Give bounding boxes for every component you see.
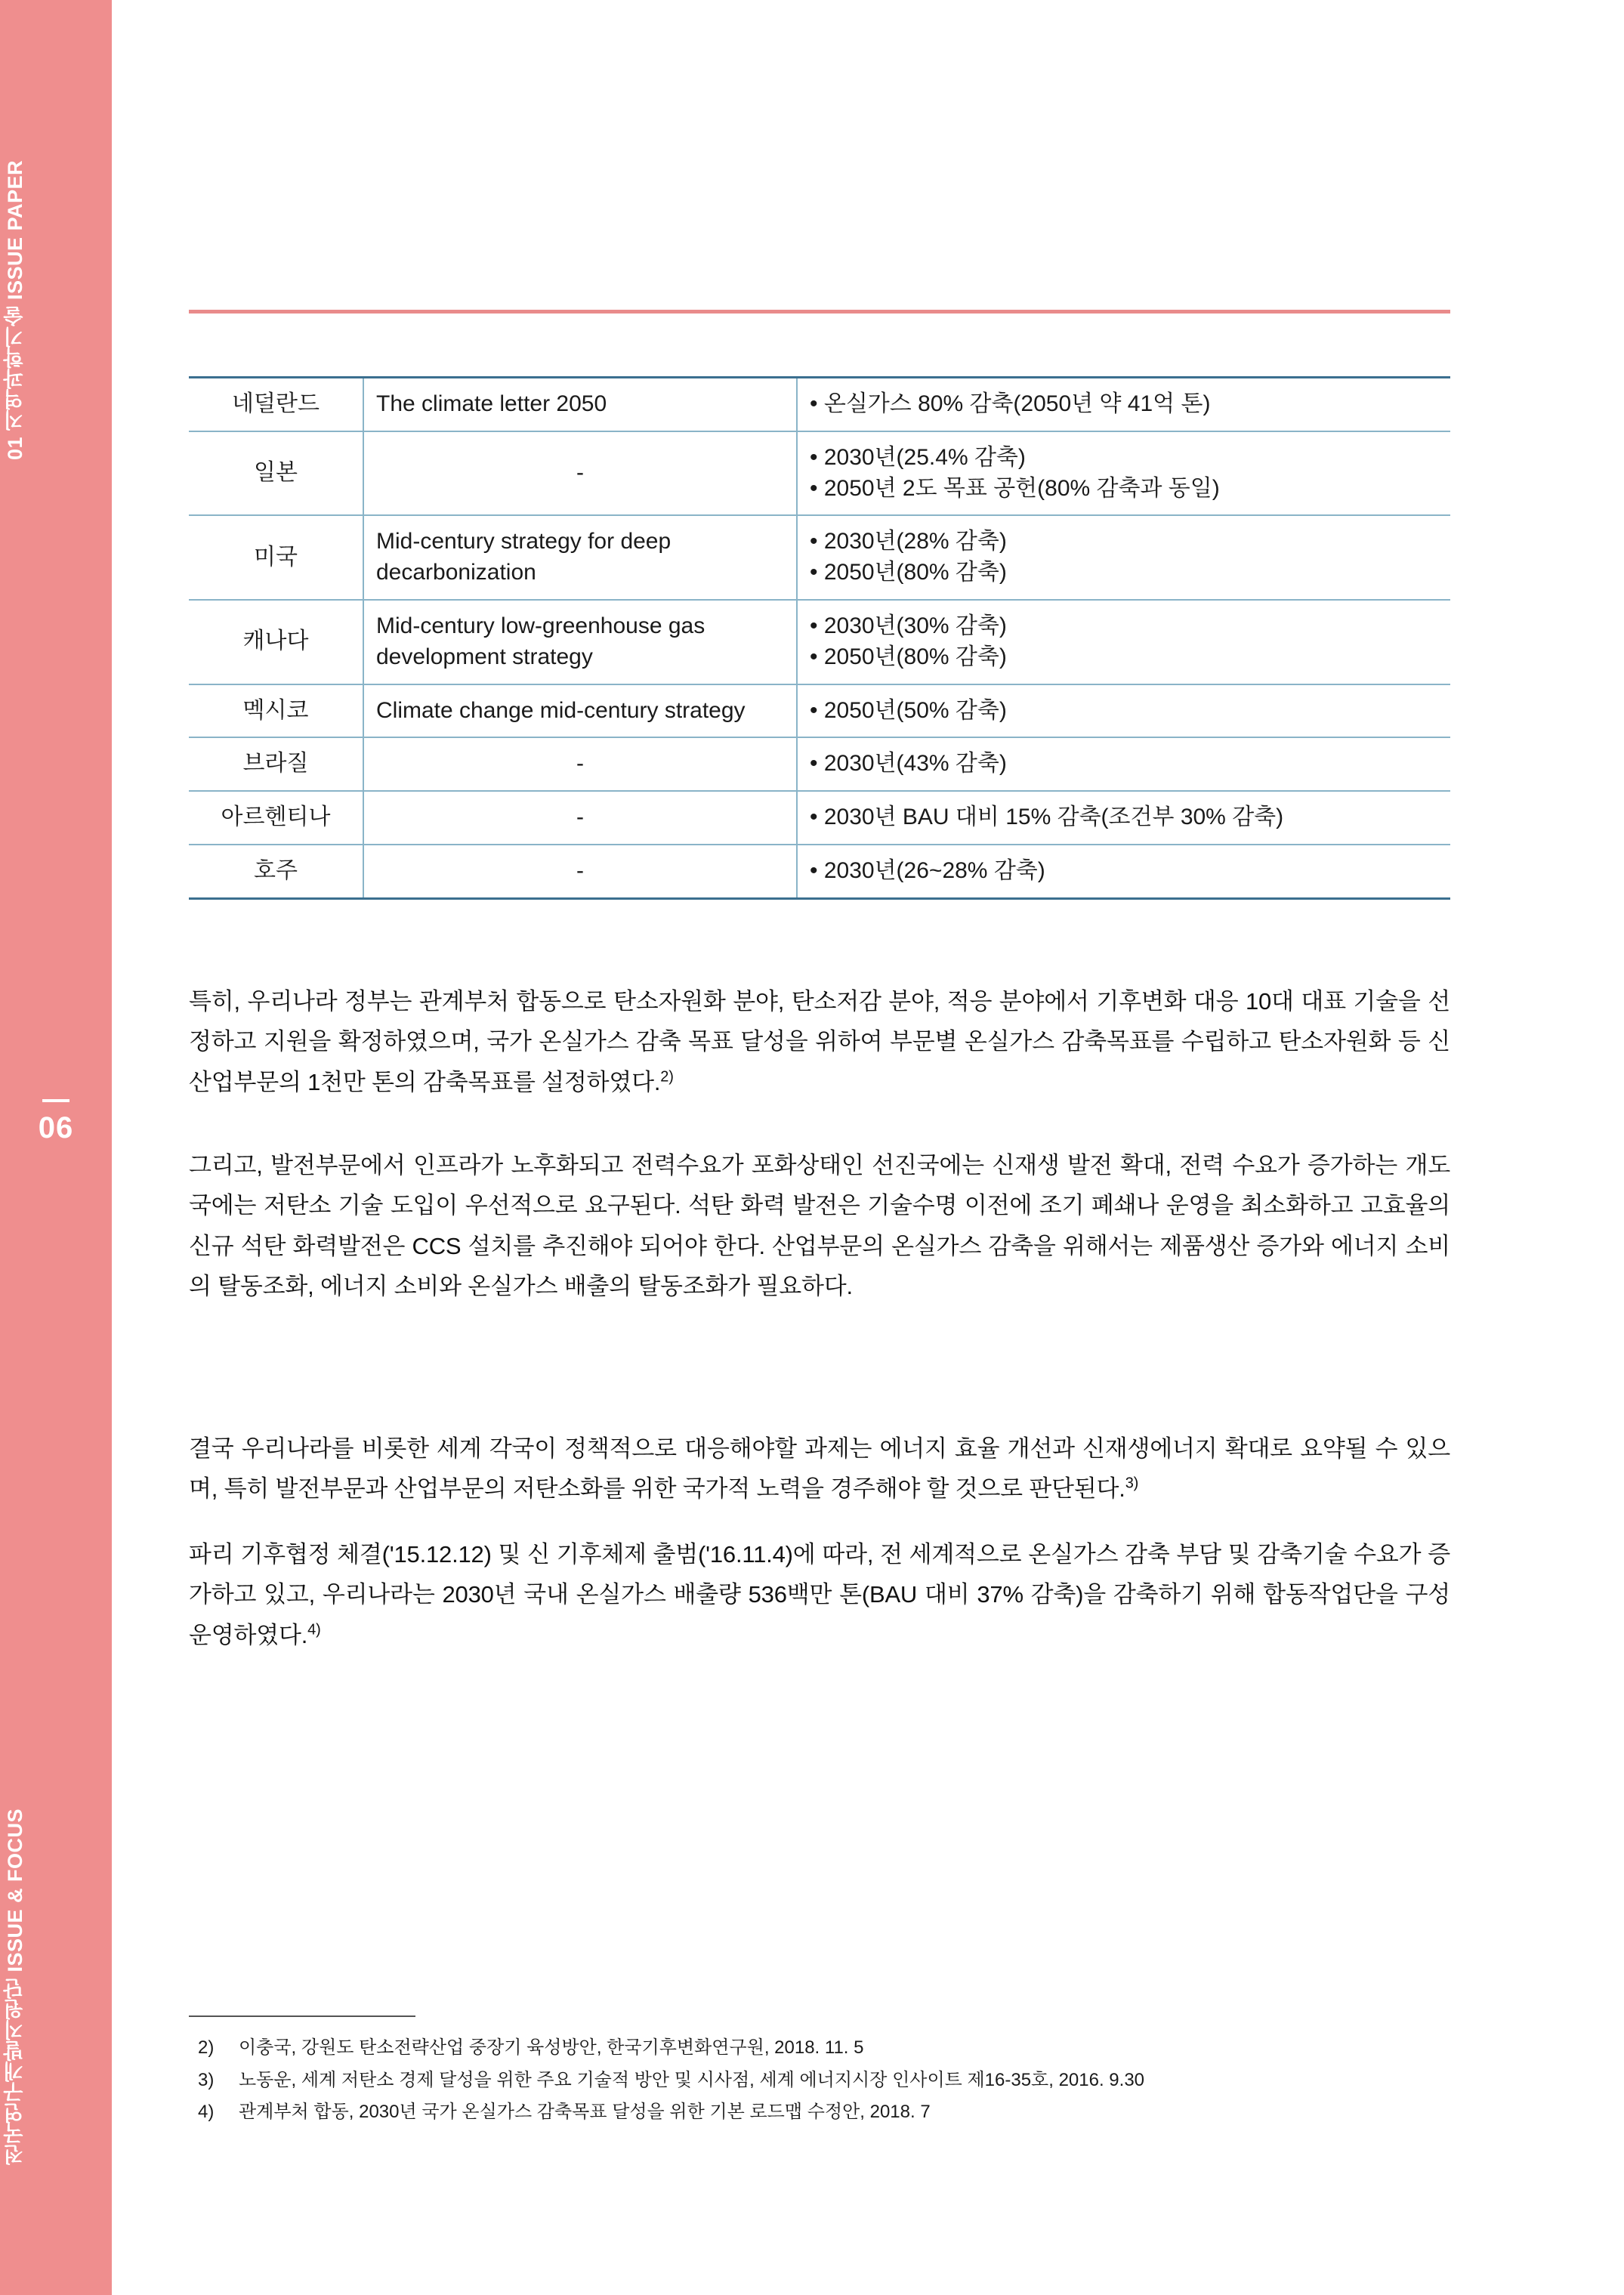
table-cell-title: Mid-century low-greenhouse gas development strategy: [363, 600, 797, 684]
table-cell-country: 미국: [189, 515, 363, 600]
body-paragraph: [189, 981, 1450, 1102]
sidebar-top-label: 01 지역과학기술 ISSUE PAPER: [4, 159, 26, 460]
table-row: [189, 600, 1450, 684]
footnote-list: [189, 2032, 1450, 2129]
body-paragraph: [189, 1145, 1450, 1306]
footnote-rule: [189, 2015, 415, 2017]
table-cell-detail: [797, 791, 1450, 845]
detail-line: • 2030년 BAU 대비 15% 감축(조건부 30% 감축): [810, 802, 1438, 833]
table-cell-country: 네덜란드: [189, 378, 363, 431]
table-row: [189, 515, 1450, 600]
detail-line: • 2030년(43% 감축): [810, 749, 1438, 780]
detail-line: • 2050년 2도 목표 공헌(80% 감축과 동일): [810, 474, 1438, 505]
detail-line: • 2050년(50% 감축): [810, 696, 1438, 727]
body-paragraph: [189, 1534, 1450, 1655]
table-cell-title: Mid-century strategy for deep decarbonization: [363, 515, 797, 600]
detail-line: • 2030년(28% 감축): [810, 527, 1438, 558]
detail-line: • 2030년(25.4% 감축): [810, 443, 1438, 474]
table-cell-title: -: [363, 431, 797, 516]
table-row: [189, 684, 1450, 738]
paragraph-text: 파리 기후협정 체결('15.12.12) 및 신 기후체제 출범('16.11.4)에 따라, 전 세계적으로 온실가스 감축 부담 및 감축기술 수요가 증가하고 있고, 우리나라는 2030년 국내 온실가스 배출량 536백만 톤(BAU 대비 37% 감축)을 감축하기 위해 합동작업단을 구성 운영하였다.: [189, 1541, 1450, 1648]
footnote-ref: 4): [307, 1621, 321, 1639]
footnote-ref: 2): [660, 1068, 674, 1086]
footnote-item: [189, 2065, 1450, 2097]
table-row: [189, 845, 1450, 898]
footnote-item: [189, 2032, 1450, 2065]
policy-table: [189, 376, 1450, 900]
table-cell-country: 캐나다: [189, 600, 363, 684]
paragraph-text: 결국 우리나라를 비롯한 세계 각국이 정책적으로 대응해야할 과제는 에너지 효율 개선과 신재생에너지 확대로 요약될 수 있으며, 특히 발전부문과 산업부문의 저탄소화를 위한 국가적 노력을 경주해야 할 것으로 판단된다.: [189, 1435, 1450, 1503]
table-cell-title: The climate letter 2050: [363, 378, 797, 431]
sidebar: [0, 0, 112, 2295]
table-cell-country: 아르헨티나: [189, 791, 363, 845]
detail-line: • 2030년(26~28% 감축): [810, 856, 1438, 887]
table-row: [189, 378, 1450, 431]
table-cell-detail: [797, 684, 1450, 738]
footnote-item: [189, 2096, 1450, 2129]
table-cell-country: 멕시코: [189, 684, 363, 738]
footnote-text: 관계부처 합동, 2030년 국가 온실가스 감축목표 달성을 위한 기본 로드맵 수정안, 2018. 7: [239, 2102, 931, 2123]
table-cell-detail: [797, 431, 1450, 516]
footnote-text: 노동운, 세계 저탄소 경제 달성을 위한 주요 기술적 방안 및 시사점, 세계 에너지시장 인사이트 제16-35호, 2016. 9.30: [239, 2069, 1145, 2090]
header-rule: [189, 310, 1450, 314]
table-cell-title: -: [363, 737, 797, 791]
detail-line: • 2050년(80% 감축): [810, 558, 1438, 588]
paragraph-text: 그리고, 발전부문에서 인프라가 노후화되고 전력수요가 포화상태인 선진국에는 신재생 발전 확대, 전력 수요가 증가하는 개도국에는 저탄소 기술 도입이 우선적으로 요구된다. 석탄 화력 발전은 기술수명 이전에 조기 폐쇄나 운영을 최소화하고 고효율의 신규 석탄 화력발전은 CCS 설치를 추진해야 되어야 한다. 산업부문의 온실가스 감축을 위해서는 제품생산 증가와 에너지 소비의 탈동조화, 에너지 소비와 온실가스 배출의 탈동조화가 필요하다.: [189, 1152, 1450, 1299]
footnote-marker: 2): [198, 2037, 215, 2058]
table-row: [189, 737, 1450, 791]
page-number-dash: [42, 1099, 69, 1102]
page-content: [189, 0, 1458, 2295]
table-row: [189, 431, 1450, 516]
table-cell-detail: [797, 600, 1450, 684]
table-cell-country: 일본: [189, 431, 363, 516]
table-row: [189, 791, 1450, 845]
table-cell-detail: [797, 515, 1450, 600]
table-cell-title: -: [363, 845, 797, 898]
page-number-block: [0, 1099, 112, 1145]
detail-line: • 2030년(30% 감축): [810, 611, 1438, 642]
footnote-text: 이충국, 강원도 탄소전략산업 중장기 육성방안, 한국기후변화연구원, 2018. 11. 5: [239, 2037, 864, 2058]
detail-line: • 2050년(80% 감축): [810, 642, 1438, 673]
table-cell-country: 브라질: [189, 737, 363, 791]
table-cell-detail: [797, 378, 1450, 431]
table-cell-detail: [797, 845, 1450, 898]
body-paragraph: [189, 1429, 1450, 1509]
footnote-marker: 4): [198, 2102, 215, 2123]
detail-line: • 온실가스 80% 감축(2050년 약 41억 톤): [810, 389, 1438, 420]
table-cell-title: Climate change mid-century strategy: [363, 684, 797, 738]
footnote-marker: 3): [198, 2069, 215, 2090]
table-cell-detail: [797, 737, 1450, 791]
paragraph-text: 특히, 우리나라 정부는 관계부처 합동으로 탄소자원화 분야, 탄소저감 분야, 적응 분야에서 기후변화 대응 10대 대표 기술을 선정하고 지원을 확정하였으며, 국가 온실가스 감축 목표 달성을 위하여 부문별 온실가스 감축목표를 수립하고 탄소자원화 등 신산업부문의 1천만 톤의 감축목표를 설정하였다.: [189, 988, 1450, 1095]
table-cell-country: 호주: [189, 845, 363, 898]
table-cell-title: -: [363, 791, 797, 845]
footnote-ref: 3): [1125, 1475, 1139, 1492]
page-number: 06: [38, 1111, 74, 1144]
sidebar-bottom-label: 전국연구개발지원단 ISSUE & FOCUS: [4, 1808, 26, 2166]
